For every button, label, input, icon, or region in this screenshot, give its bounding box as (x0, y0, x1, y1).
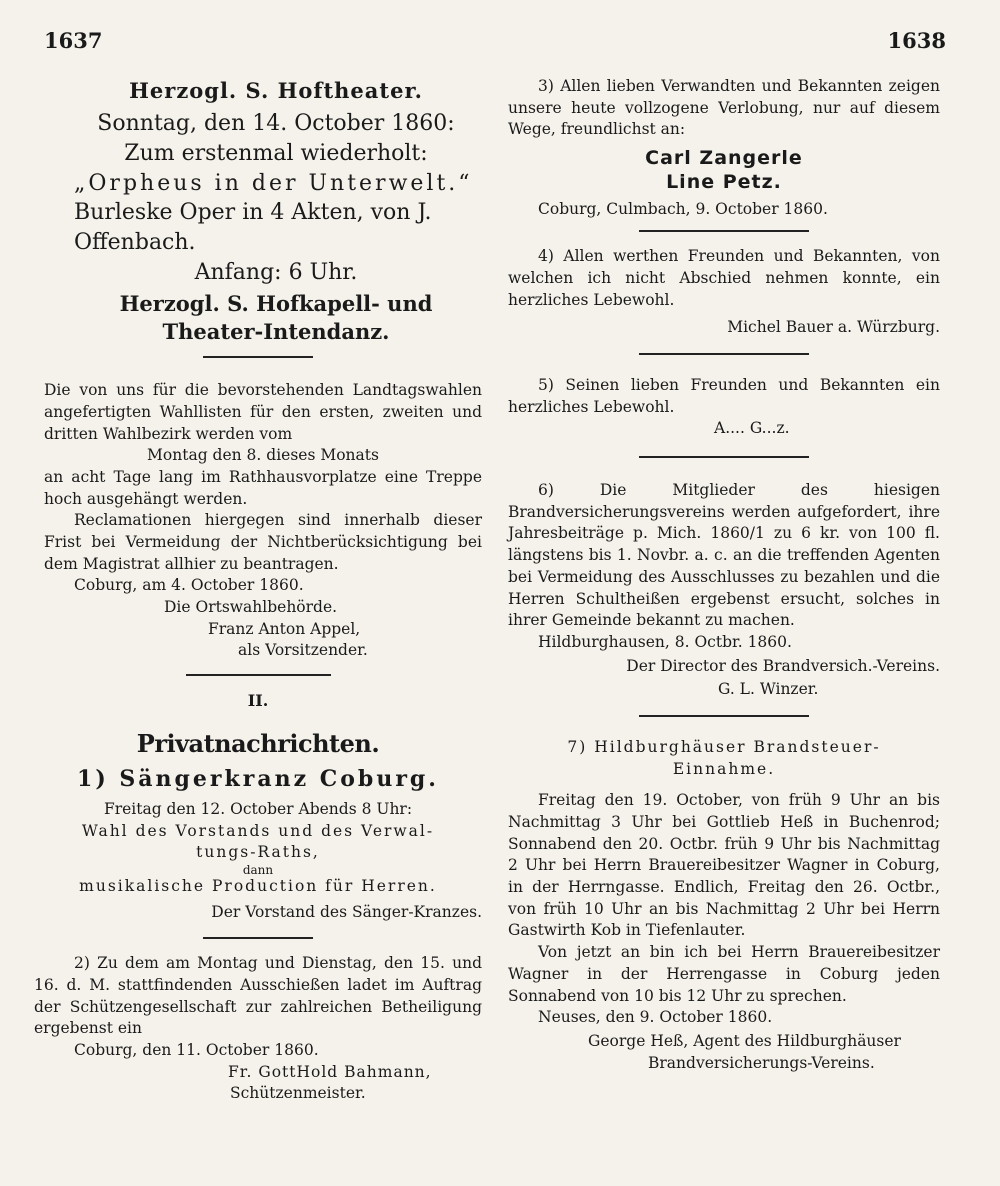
divider (186, 674, 331, 676)
notice-6-place-date: Hildburghausen, 8. Octbr. 1860. (538, 632, 792, 651)
notice-2-text: 2) Zu dem am Montag und Dienstag, den 15. und 16. d. M. stattfindenden Ausschießen ladet im Auftrag der Schützengesellschaft zur zahlreichen Betheiligung ergebenst ein (34, 954, 482, 1038)
notice-5-signer: A.... G...z. (714, 419, 790, 438)
notice-1 (34, 764, 482, 923)
notice-5 (508, 375, 940, 440)
election-reclamation: Reclamationen hiergegen sind innerhalb dieser Frist bei Vermeidung der Nichtberücksichtigung bei dem Magistrat allhier zu beantragen. (44, 511, 482, 573)
notice-3-name2: Line Petz. (666, 170, 782, 193)
section-number: II. (247, 691, 269, 711)
election-intro: Die von uns für die bevorstehenden Landtagswahlen angefertigten Wahllisten für den ersten, zweiten und dritten Wahlbezirk werden vom (44, 381, 482, 443)
notice-7-office-hours: Von jetzt an bin ich bei Herrn Brauereibesitzer Wagner in der Herrengasse in Coburg jeden Sonnabend von 10 bis 12 Uhr zu sprechen. (508, 943, 940, 1005)
theater-title: „Orpheus in der Unterwelt.“ (74, 170, 473, 196)
notice-1-date: Freitag den 12. October Abends 8 Uhr: (103, 799, 413, 818)
theater-organizer: Herzogl. S. Hofkapell- und Theater-Intendanz. (119, 290, 433, 344)
notice-7-heading: 7) Hildburghäuser Brandsteuer-Einnahme. (567, 737, 881, 778)
theater-subtitle: Burleske Oper in 4 Akten, von J. Offenbach. (74, 200, 432, 256)
theater-announcement (34, 76, 482, 346)
election-notice (34, 380, 482, 662)
notice-3-text: 3) Allen lieben Verwandten und Bekannten zeigen unsere heute vollzogene Verlobung, nur auf diesem Wege, freundlichst an: (508, 77, 940, 139)
divider (639, 353, 809, 355)
notice-6-org: Der Director des Brandversich.-Vereins. (626, 656, 940, 675)
notice-1-line1: Wahl des Vorstands und des Verwal- (81, 821, 435, 840)
divider (639, 230, 809, 232)
notice-1-line3: musikalische Production für Herren. (79, 876, 437, 895)
notice-7-signer-org: Brandversicherungs-Vereins. (648, 1053, 875, 1072)
notice-4-signer: Michel Bauer a. Würzburg. (727, 318, 940, 337)
notice-7-place-date: Neuses, den 9. October 1860. (538, 1008, 773, 1027)
notice-2-role: Schützenmeister. (230, 1084, 366, 1103)
notice-3-name1: Carl Zangerle (645, 147, 803, 170)
election-authority: Die Ortswahlbehörde. (164, 598, 338, 617)
page-number-right: 1638 (887, 28, 946, 53)
notice-1-signature: Der Vorstand des Sänger-Kranzes. (211, 902, 482, 921)
notice-6 (508, 480, 940, 701)
election-text: an acht Tage lang im Rathhausvorplatze eine Treppe hoch ausgehängt werden. (44, 467, 482, 508)
divider (203, 356, 313, 358)
theater-start-time: Anfang: 6 Uhr. (194, 259, 358, 285)
notice-4-text: 4) Allen werthen Freunden und Bekannten, von welchen ich nicht Abschied nehmen konnte, ein herzliches Lebewohl. (508, 247, 940, 309)
notice-1-line2: tungs-Raths, (196, 843, 320, 862)
notice-1-heading: 1) Sängerkranz Coburg. (77, 766, 439, 793)
right-column (508, 76, 940, 1074)
notice-6-text: 6) Die Mitglieder des hiesigen Brandversicherungsvereins werden aufgefordert, ihre Jahresbeiträge p. Mich. 1860/1 zu 6 kr. von 100 fl. längstens bis 1. Novbr. a. c. an die treffenden Agenten bei Vermeidung des Ausschlusses zu bezahlen und die Herren Schultheißen ergebenst ersucht, solches in ihrer Gemeinde bekannt zu machen. (508, 481, 940, 630)
election-place-date: Coburg, am 4. October 1860. (74, 576, 304, 595)
election-signer-role: als Vorsitzender. (238, 641, 368, 660)
election-signer: Franz Anton Appel, (208, 619, 361, 638)
divider (639, 456, 809, 458)
page-number-left: 1637 (44, 28, 103, 53)
notice-3-place-date: Coburg, Culmbach, 9. October 1860. (538, 199, 828, 218)
theater-date: Sonntag, den 14. October 1860: (97, 111, 455, 137)
section-title: Privatnachrichten. (136, 728, 380, 758)
divider (203, 937, 313, 939)
notice-7-schedule: Freitag den 19. October, von früh 9 Uhr an bis Nachmittag 3 Uhr bei Gottlieb Heß in Buchenrod; Sonnabend den 20. Octbr. früh 9 Uhr bis Nachmittag 2 Uhr bei Herrn Brauereibesitzer Wagner in Coburg, in der Herrngasse. Endlich, Freitag den 26. Octbr., von früh 10 Uhr an bis Nachmittag 2 Uhr bei Herrn Gastwirth Kob in Tiefenlauter. (508, 791, 940, 940)
notice-4 (508, 246, 940, 339)
notice-3 (508, 76, 940, 220)
notice-7-signer: George Heß, Agent des Hildburghäuser (588, 1031, 901, 1050)
notice-6-signer: G. L. Winzer. (718, 680, 819, 699)
notice-2 (34, 953, 482, 1105)
divider (639, 715, 809, 717)
left-column (34, 76, 482, 1105)
theater-repeat: Zum erstenmal wiederholt: (124, 141, 428, 167)
notice-2-signer: Fr. GottHold Bahmann, (228, 1062, 432, 1081)
notice-2-place-date: Coburg, den 11. October 1860. (74, 1041, 319, 1060)
notice-5-text: 5) Seinen lieben Freunden und Bekannten ein herzliches Lebewohl. (508, 376, 940, 416)
theater-heading: Herzogl. S. Hoftheater. (129, 78, 423, 103)
election-date: Montag den 8. dieses Monats (147, 446, 379, 465)
notice-7 (508, 737, 940, 1074)
notice-1-dann: dann (242, 862, 274, 877)
